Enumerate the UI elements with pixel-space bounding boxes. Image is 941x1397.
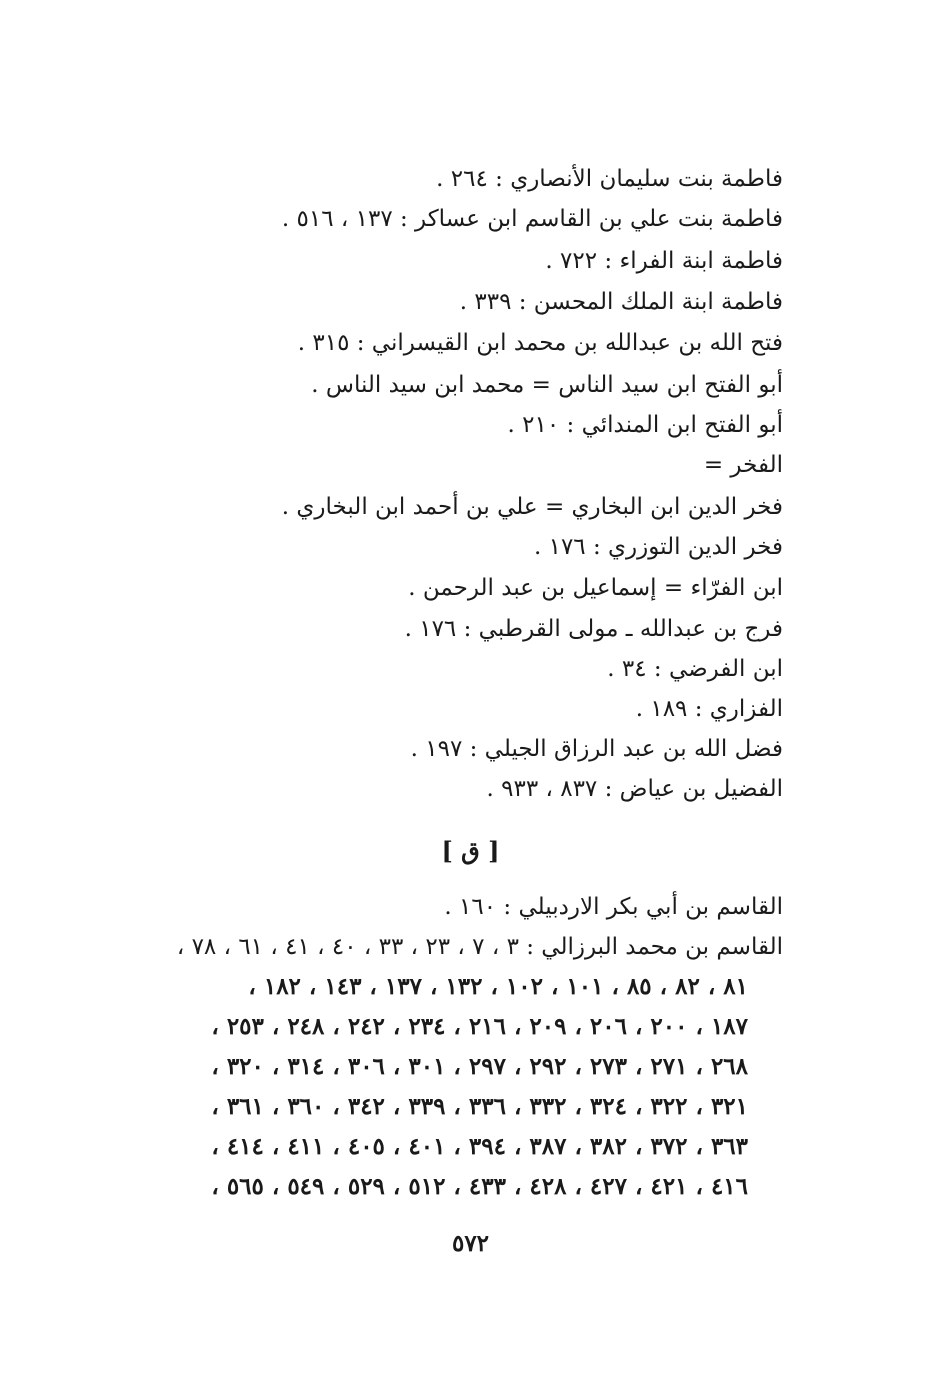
page-number: ٥٧٢ <box>451 1230 490 1257</box>
index-entry: فتح الله بن عبدالله بن محمد ابن القيسراني : ٣١٥ . <box>297 330 783 356</box>
index-entry: فرج بن عبدالله ـ مولى القرطبي : ١٧٦ . <box>404 616 783 642</box>
index-entry: الفضيل بن عياض : ٨٣٧ ، ٩٣٣ . <box>486 776 783 802</box>
index-entry: ابن الفرضي : ٣٤ . <box>607 656 783 682</box>
index-entry: فضل الله بن عبد الرزاق الجيلي : ١٩٧ . <box>410 736 783 762</box>
index-entry: فاطمة بنت علي بن القاسم ابن عساكر : ١٣٧ ، ٥١٦ . <box>281 206 783 232</box>
index-entry: الفخر = <box>703 452 783 478</box>
index-entry: فاطمة ابنة الفراء : ٧٢٢ . <box>545 248 783 274</box>
index-entry: ابن الفرّاء = إسماعيل بن عبد الرحمن . <box>408 575 783 601</box>
index-entry: القاسم بن أبي بكر الاردبيلي : ١٦٠ . <box>444 894 783 920</box>
index-entry: فاطمة بنت سليمان الأنصاري : ٢٦٤ . <box>436 166 783 192</box>
index-entry: فخر الدين ابن البخاري = علي بن أحمد ابن البخاري . <box>281 494 783 520</box>
index-entry: فاطمة ابنة الملك المحسن : ٣٣٩ . <box>459 289 783 315</box>
page-reference-row: ٣٢١ ، ٣٢٢ ، ٣٢٤ ، ٣٣٢ ، ٣٣٦ ، ٣٣٩ ، ٣٤٢ ، ٣٦٠ ، ٣٦١ ، <box>211 1093 748 1120</box>
index-entry: القاسم بن محمد البرزالي : ٣ ، ٧ ، ٢٣ ، ٣٣ ، ٤٠ ، ٤١ ، ٦١ ، ٧٨ ، <box>176 934 783 960</box>
index-entry: الفزاري : ١٨٩ . <box>635 696 783 722</box>
page-reference-row: ١٨٧ ، ٢٠٠ ، ٢٠٦ ، ٢٠٩ ، ٢١٦ ، ٢٣٤ ، ٢٤٢ ، ٢٤٨ ، ٢٥٣ ، <box>211 1013 748 1040</box>
page-reference-row: ٨١ ، ٨٢ ، ٨٥ ، ١٠١ ، ١٠٢ ، ١٣٢ ، ١٣٧ ، ١٤٣ ، ١٨٢ ، <box>248 973 748 1000</box>
page-reference-row: ٤١٦ ، ٤٢١ ، ٤٢٧ ، ٤٢٨ ، ٤٣٣ ، ٥١٢ ، ٥٢٩ ، ٥٤٩ ، ٥٦٥ ، <box>211 1173 748 1200</box>
page-reference-row: ٢٦٨ ، ٢٧١ ، ٢٧٣ ، ٢٩٢ ، ٢٩٧ ، ٣٠١ ، ٣٠٦ ، ٣١٤ ، ٣٢٠ ، <box>211 1053 748 1080</box>
index-entry: أبو الفتح ابن سيد الناس = محمد ابن سيد الناس . <box>311 372 783 398</box>
section-heading: [ ق ] <box>441 836 500 865</box>
index-entry: أبو الفتح ابن المندائي : ٢١٠ . <box>507 412 783 438</box>
index-entry: فخر الدين التوزري : ١٧٦ . <box>533 534 783 560</box>
page-reference-row: ٣٦٣ ، ٣٧٢ ، ٣٨٢ ، ٣٨٧ ، ٣٩٤ ، ٤٠١ ، ٤٠٥ ، ٤١١ ، ٤١٤ ، <box>211 1133 748 1160</box>
